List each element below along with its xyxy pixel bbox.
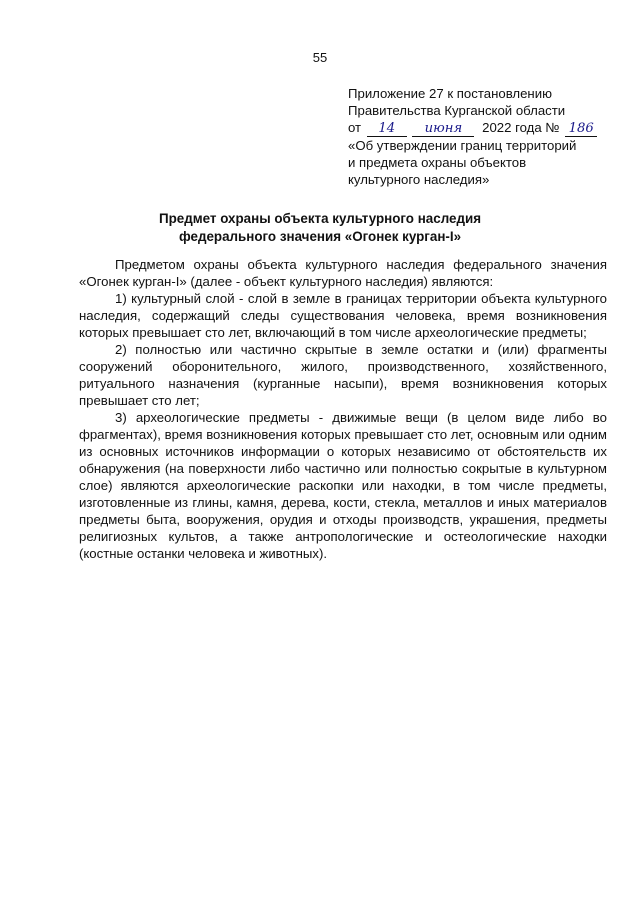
body-item-1: 1) культурный слой - слой в земле в границах территории объекта культурного наследия, содержащий следы существования человека, время возникновения которых превышает сто лет, включающий в том числе археологические предметы;: [79, 291, 607, 340]
appendix-line-5: и предмета охраны объектов: [348, 155, 527, 170]
appendix-line-6: культурного наследия»: [348, 172, 490, 187]
body-intro-paragraph: Предметом охраны объекта культурного наследия федерального значения «Огонек курган-I» (далее - объект культурного наследия) являются:: [79, 257, 607, 289]
handwritten-date-month: июня: [412, 122, 474, 137]
appendix-line-1: Приложение 27 к постановлению: [348, 86, 552, 101]
handwritten-date-day: 14: [367, 122, 407, 137]
appendix-header: [348, 85, 628, 188]
date-year: 2022 года №: [482, 120, 560, 135]
appendix-date-line: [348, 119, 628, 137]
document-title: [70, 210, 570, 246]
date-prefix: от: [348, 120, 362, 135]
handwritten-document-number: 186: [565, 122, 597, 137]
title-line-2: федерального значения «Огонек курган-I»: [178, 229, 462, 244]
appendix-line-4: «Об утверждении границ территорий: [348, 138, 577, 153]
body-item-2: 2) полностью или частично скрытые в земле остатки и (или) фрагменты сооружений оборонительного, жилого, производственного, хозяйственного, ритуального назначения (курганные насыпи), время возникновения которых превышает сто лет;: [79, 342, 607, 408]
document-body: [79, 256, 607, 562]
page-number: 55: [312, 50, 328, 65]
title-line-1: Предмет охраны объекта культурного наследия: [158, 211, 482, 226]
appendix-line-2: Правительства Курганской области: [348, 103, 566, 118]
body-item-3: 3) археологические предметы - движимые вещи (в целом виде либо во фрагментах), время возникновения которых превышает сто лет, основным или одним из основных источников информации о которых независимо от обстоятельств их обнаружения (на поверхности либо частично или полностью сокрытые в культурном слое) являются археологические раскопки или находки, в том числе предметы, изготовленные из глины, камня, дерева, кости, стекла, металлов и иных материалов предметы быта, вооружения, орудия и отходы производств, украшения, предметы религиозных культов, а также антропологические и остеологические находки (костные останки человека и животных).: [79, 410, 607, 561]
